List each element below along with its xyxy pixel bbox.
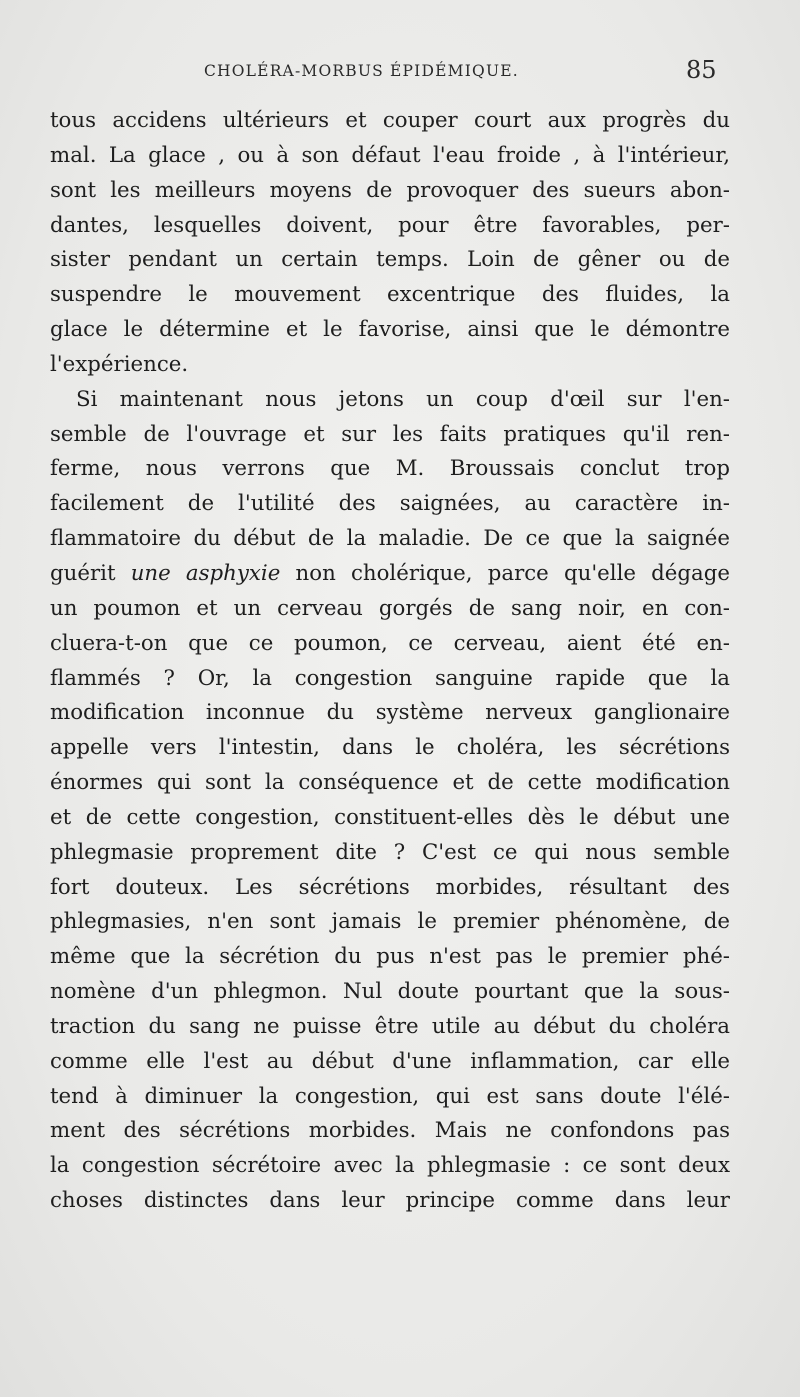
- page-header: [0, 56, 800, 96]
- text-line: tend à diminuer la congestion, qui est sans doute l'élé-: [50, 1083, 730, 1109]
- text-line: ment des sécrétions morbides. Mais ne confondons pas: [50, 1118, 730, 1144]
- text-line: la congestion sécrétoire avec la phlegmasie : ce sont deux: [50, 1153, 730, 1179]
- text-line: Si maintenant nous jetons un coup d'œil sur l'en-: [76, 386, 730, 412]
- text-line: même que la sécrétion du pus n'est pas le premier phé-: [50, 944, 730, 970]
- text-line: phlegmasie proprement dite ? C'est ce qui nous semble: [50, 839, 730, 865]
- text-line: flammés ? Or, la congestion sanguine rapide que la: [50, 665, 730, 691]
- text-line: comme elle l'est au début d'une inflammation, car elle: [50, 1048, 730, 1074]
- text-line: flammatoire du début de la maladie. De ce que la saignée: [50, 526, 730, 552]
- running-head: CHOLÉRA-MORBUS ÉPIDÉMIQUE.: [204, 62, 519, 80]
- italic-text-segment: une asphyxie: [130, 560, 281, 586]
- text-line: phlegmasies, n'en sont jamais le premier phénomène, de: [50, 909, 730, 935]
- text-line: suspendre le mouvement excentrique des fluides, la: [50, 282, 730, 308]
- text-segment: guérit: [50, 560, 131, 586]
- text-line: traction du sang ne puisse être utile au début du choléra: [50, 1013, 730, 1039]
- text-line: cluera-t-on que ce poumon, ce cerveau, aient été en-: [50, 630, 730, 656]
- body-text: [50, 104, 730, 1219]
- text-line: modification inconnue du système nerveux ganglionaire: [50, 700, 730, 726]
- text-line: sont les meilleurs moyens de provoquer des sueurs abon-: [50, 177, 730, 203]
- text-line: l'expérience.: [50, 351, 189, 377]
- text-line: [50, 557, 730, 592]
- text-line: et de cette congestion, constituent-elles dès le début une: [50, 804, 730, 830]
- text-line: glace le détermine et le favorise, ainsi que le démontre: [50, 317, 730, 343]
- text-line: ferme, nous verrons que M. Broussais conclut trop: [50, 456, 730, 482]
- text-line: semble de l'ouvrage et sur les faits pratiques qu'il ren-: [50, 421, 730, 447]
- page-number: 85: [686, 56, 717, 84]
- text-segment: non cholérique, parce qu'elle dégage: [280, 560, 730, 586]
- text-line: appelle vers l'intestin, dans le choléra, les sécrétions: [50, 735, 730, 761]
- text-line: choses distinctes dans leur principe comme dans leur: [50, 1188, 730, 1214]
- text-line: facilement de l'utilité des saignées, au caractère in-: [50, 491, 730, 517]
- text-line: sister pendant un certain temps. Loin de gêner ou de: [50, 247, 730, 273]
- text-line: nomène d'un phlegmon. Nul doute pourtant que la sous-: [50, 979, 730, 1005]
- text-line: tous accidens ultérieurs et couper court aux progrès du: [50, 108, 730, 133]
- text-line: dantes, lesquelles doivent, pour être favorables, per-: [50, 212, 730, 238]
- text-line: fort douteux. Les sécrétions morbides, résultant des: [50, 874, 730, 900]
- text-line: un poumon et un cerveau gorgés de sang noir, en con-: [50, 595, 730, 621]
- text-line: énormes qui sont la conséquence et de cette modification: [50, 770, 730, 796]
- text-line: mal. La glace , ou à son défaut l'eau froide , à l'intérieur,: [50, 142, 730, 168]
